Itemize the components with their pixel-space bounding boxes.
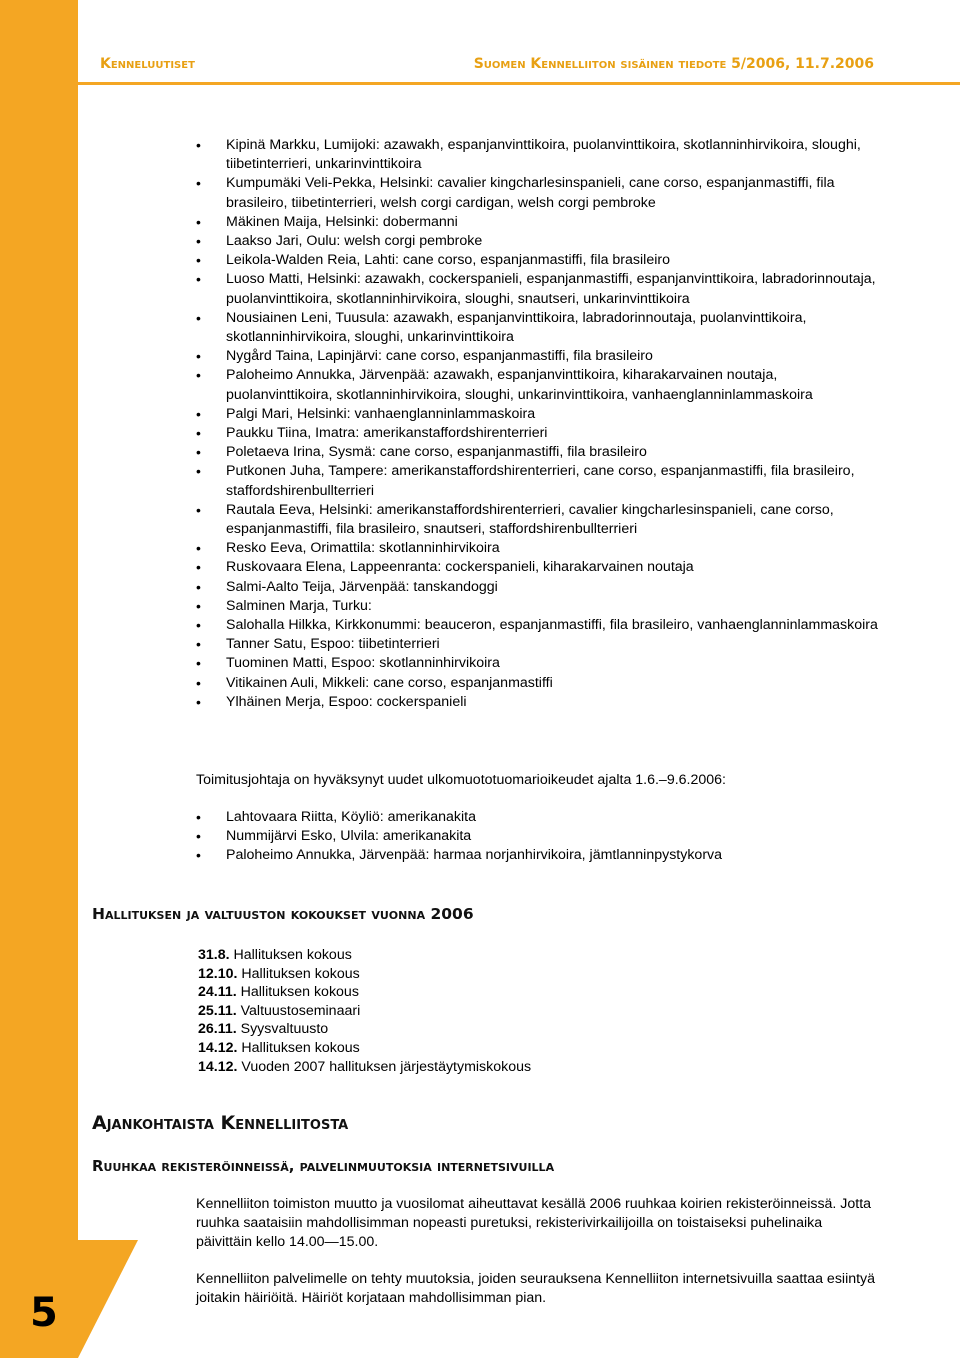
meeting-row <box>198 983 531 1002</box>
paragraph-2: Kennelliiton palvelimelle on tehty muutoksia, joiden seurauksena Kennelliiton internetsivuilla saattaa esiintyä joitakin häiriöitä. Häiriöt korjataan mahdollisimman pian. <box>196 1271 876 1307</box>
meeting-date: 14.12. <box>198 1039 238 1056</box>
judge-item: • Palgi Mari, Helsinki: vanhaenglanninlammaskoira <box>196 405 886 424</box>
section-heading: Ajankohtaista Kennelliitosta <box>92 1112 349 1134</box>
judge-item: • Putkonen Juha, Tampere: amerikanstaffordshirenterrieri, cane corso, espanjanmastiffi, fila brasileiro, staffordshirenbullterrieri <box>196 462 886 500</box>
judge-item: • Salminen Marja, Turku: <box>196 597 886 616</box>
meeting-title: Valtuustoseminaari <box>240 1002 361 1019</box>
left-accent-bar <box>0 0 78 1358</box>
judge-item: • Kumpumäki Veli-Pekka, Helsinki: cavalier kingcharlesinspanieli, cane corso, espanjanmastiffi, fila brasileiro, tiibetinterrieri, welsh corgi cardigan, welsh corgi pembroke <box>196 174 886 212</box>
header-section-title: Kenneluutiset <box>100 56 195 72</box>
meeting-row <box>198 946 531 965</box>
judge-item: • Ruskovaara Elena, Lappeenranta: cockerspanieli, kiharakarvainen noutaja <box>196 558 886 577</box>
meeting-row <box>198 1020 531 1039</box>
meeting-date: 25.11. <box>198 1002 237 1019</box>
judge-item: • Paloheimo Annukka, Järvenpää: azawakh, espanjanvinttikoira, kiharakarvainen noutaja, puolanvinttikoira, skotlanninhirvikoira, sloughi, unkarinvinttikoira, vanhaenglanninlammaskoira <box>196 366 886 404</box>
meeting-row <box>198 965 531 984</box>
meetings-heading: Hallituksen ja valtuuston kokoukset vuonna 2006 <box>92 905 474 923</box>
sub-heading: Ruuhkaa rekisteröinneissä, palvelinmuutoksia internetsivuilla <box>92 1157 555 1175</box>
meeting-title: Hallituksen kokous <box>233 947 352 963</box>
meeting-date: 12.10. <box>198 965 238 982</box>
meeting-title: Vuoden 2007 hallituksen järjestäytymiskokous <box>241 1058 532 1075</box>
foreign-judge-item: • Paloheimo Annukka, Järvenpää: harmaa norjanhirvikoira, jämtlanninpystykorva <box>196 846 886 865</box>
judge-list <box>196 136 886 712</box>
meeting-title: Hallituksen kokous <box>241 1039 360 1056</box>
running-header <box>100 56 900 78</box>
judge-item: • Nousiainen Leni, Tuusula: azawakh, espanjanvinttikoira, labradorinnoutaja, puolanvinttikoira, skotlanninhirvikoira, sloughi, unkarinvinttikoira <box>196 309 886 347</box>
meeting-title: Hallituksen kokous <box>240 984 359 1001</box>
judge-item: • Kipinä Markku, Lumijoki: azawakh, espanjanvinttikoira, puolanvinttikoira, skotlanninhirvikoira, sloughi, tiibetinterrieri, unkarinvinttikoira <box>196 136 886 174</box>
judge-item: • Salohalla Hilkka, Kirkkonummi: beauceron, espanjanmastiffi, fila brasileiro, vanhaenglanninlammaskoira <box>196 616 886 635</box>
judge-item: • Rautala Eeva, Helsinki: amerikanstaffordshirenterrieri, cavalier kingcharlesinspanieli, cane corso, espanjanmastiffi, fila brasileiro, snautseri, staffordshirenbullterrieri <box>196 501 886 539</box>
meeting-date: 14.12. <box>198 1058 238 1075</box>
judge-item: • Leikola-Walden Reia, Lahti: cane corso, espanjanmastiffi, fila brasileiro <box>196 251 886 270</box>
judge-item: • Resko Eeva, Orimattila: skotlanninhirvikoira <box>196 539 886 558</box>
meeting-title: Syysvaltuusto <box>240 1021 329 1038</box>
judge-item: • Salmi-Aalto Teija, Järvenpää: tanskandoggi <box>196 578 886 597</box>
judge-item: • Tuominen Matti, Espoo: skotlanninhirvikoira <box>196 654 886 673</box>
page-number: 5 <box>30 1290 58 1336</box>
meeting-row <box>198 1058 531 1077</box>
judge-item: • Ylhäinen Merja, Espoo: cockerspanieli <box>196 693 886 712</box>
meeting-row <box>198 1002 531 1021</box>
judge-item: • Laakso Jari, Oulu: welsh corgi pembroke <box>196 232 886 251</box>
header-rule <box>78 82 960 85</box>
judge-item: • Paukku Tiina, Imatra: amerikanstaffordshirenterrieri <box>196 424 886 443</box>
judge-item: • Tanner Satu, Espoo: tiibetinterrieri <box>196 635 886 654</box>
foreign-judge-list <box>196 808 886 866</box>
judge-item: • Poletaeva Irina, Sysmä: cane corso, espanjanmastiffi, fila brasileiro <box>196 443 886 462</box>
meeting-date: 31.8. <box>198 947 230 963</box>
paragraph-1: Kennelliiton toimiston muutto ja vuosilomat aiheuttavat kesällä 2006 ruuhkaa koirien rekisteröinneissä. Jotta ruuhka saataisiin mahdollisimman nopeasti puretuksi, rekisterivirkailijoilla on toistaiseksi puhelinaika päivittäin kello 14.00—15.00. <box>196 1196 872 1251</box>
meeting-date: 24.11. <box>198 984 237 1001</box>
judge-item: • Nygård Taina, Lapinjärvi: cane corso, espanjanmastiffi, fila brasileiro <box>196 347 886 366</box>
meeting-row <box>198 1039 531 1058</box>
judge-item: • Luoso Matti, Helsinki: azawakh, cockerspanieli, espanjanmastiffi, espanjanvinttikoira, labradorinnoutaja, puolanvinttikoira, skotlanninhirvikoira, sloughi, snautseri, unkarinvinttikoira <box>196 270 886 308</box>
foreign-intro: Toimitusjohtaja on hyväksynyt uudet ulkomuototuomarioikeudet ajalta 1.6.–9.6.2006: <box>196 772 726 788</box>
judge-item: • Vitikainen Auli, Mikkeli: cane corso, espanjanmastiffi <box>196 674 886 693</box>
meeting-title: Hallituksen kokous <box>241 965 360 982</box>
foreign-judge-item: • Nummijärvi Esko, Ulvila: amerikanakita <box>196 827 886 846</box>
foreign-judge-item: • Lahtovaara Riitta, Köyliö: amerikanakita <box>196 808 886 827</box>
judge-item: • Mäkinen Maija, Helsinki: dobermanni <box>196 213 886 232</box>
meetings-list <box>198 946 531 1076</box>
meeting-date: 26.11. <box>198 1021 237 1038</box>
header-publication: Suomen Kennelliiton sisäinen tiedote 5/2006, 11.7.2006 <box>473 56 874 72</box>
